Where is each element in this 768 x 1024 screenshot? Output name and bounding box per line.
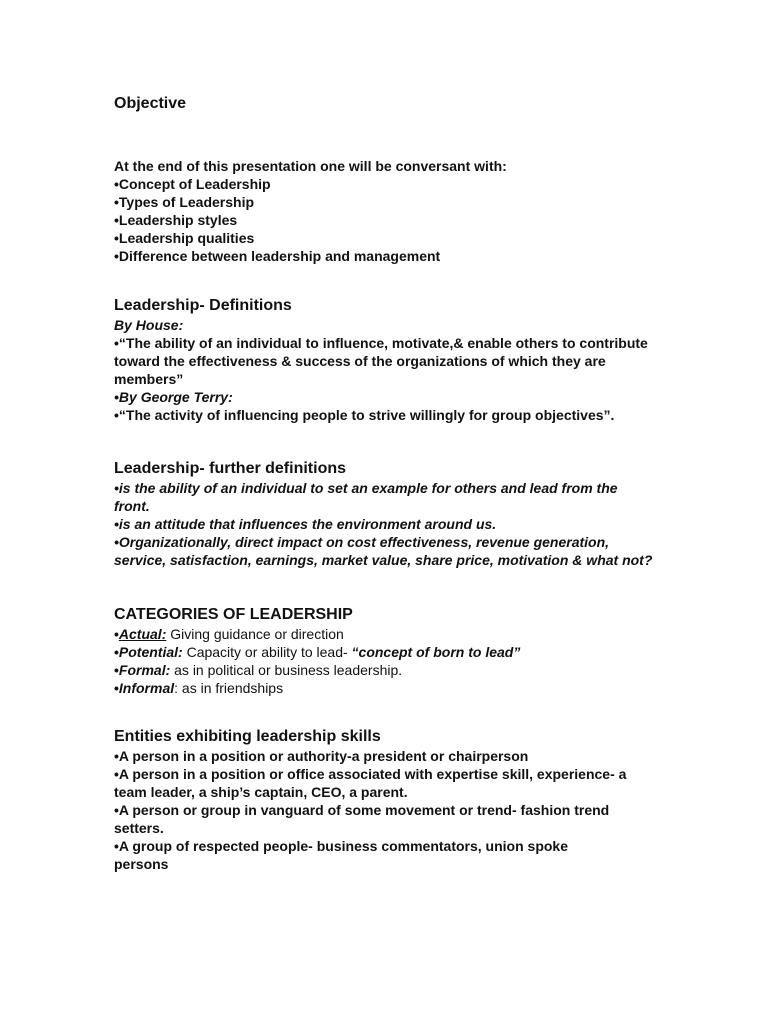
entities-heading: Entities exhibiting leadership skills (114, 728, 381, 745)
categories-heading: CATEGORIES OF LEADERSHIP (114, 606, 353, 623)
objective-section (114, 94, 674, 265)
terry-quote: •“The activity of influencing people to strive willingly for group objectives”. (114, 407, 615, 423)
category-term: Informal (118, 680, 175, 696)
definitions-heading: Leadership- Definitions (114, 297, 292, 314)
objective-item: •Types of Leadership (114, 194, 255, 210)
entity-item: •A person in a position or authority-a president or chairperson (114, 748, 529, 764)
further-item: •is an attitude that influences the environment around us. (114, 516, 497, 532)
house-quote: •“The ability of an individual to influence, motivate,& enable others to contribute toward the effectiveness & success of the organizations of which they are members” (114, 335, 648, 387)
category-item: •Formal: as in political or business leadership. (114, 662, 403, 678)
objective-item: •Leadership styles (114, 212, 238, 228)
objective-item: •Difference between leadership and management (114, 248, 441, 264)
category-quote: “concept of born to lead” (351, 644, 521, 660)
further-heading: Leadership- further definitions (114, 460, 347, 477)
category-item: •Informal: as in friendships (114, 680, 284, 696)
entities-section (114, 727, 674, 873)
objective-item: •Concept of Leadership (114, 176, 271, 192)
objective-heading: Objective (114, 95, 187, 112)
objective-item: •Leadership qualities (114, 230, 255, 246)
categories-section (114, 605, 674, 697)
further-item: •is the ability of an individual to set an example for others and lead from the front. (114, 480, 618, 514)
further-section (114, 459, 674, 569)
entity-item: •A person or group in vanguard of some movement or trend- fashion trend setters. (114, 802, 610, 836)
category-term: Potential: (118, 644, 183, 660)
category-term: Actual: (118, 626, 167, 642)
objective-intro: At the end of this presentation one will be conversant with: (114, 158, 507, 174)
further-item: •Organizationally, direct impact on cost effectiveness, revenue generation, service, satisfaction, earnings, market value, share price, motivation & what not? (114, 534, 653, 568)
definitions-section (114, 296, 674, 424)
entity-item: •A person in a position or office associated with expertise skill, experience- a team leader, a ship’s captain, CEO, a parent. (114, 766, 627, 800)
by-terry-label: •By George Terry: (114, 389, 233, 405)
entity-item: •A group of respected people- business commentators, union spoke persons (114, 838, 569, 872)
by-house-label: By House: (114, 317, 184, 333)
category-item: •Actual: Giving guidance or direction (114, 626, 344, 642)
category-term: Formal: (118, 662, 171, 678)
category-item: •Potential: Capacity or ability to lead- “concept of born to lead” (114, 644, 521, 660)
